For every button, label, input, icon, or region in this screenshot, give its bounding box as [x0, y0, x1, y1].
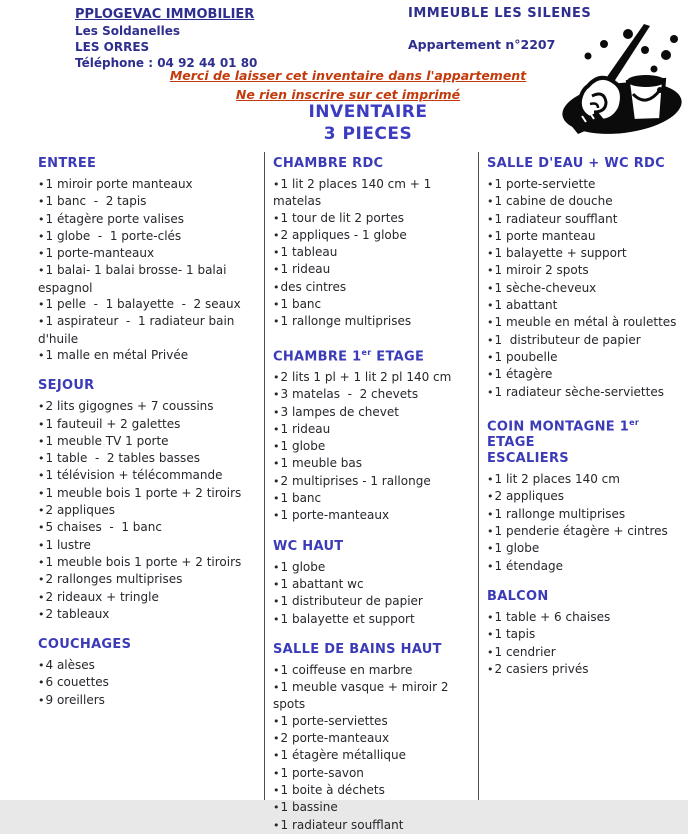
section-title [487, 156, 684, 172]
item-text: 1 distributeur de papier [494, 332, 641, 347]
item-text: 1 globe [494, 541, 540, 556]
item-text: 1 meuble bois 1 porte + 2 tiroirs [45, 485, 242, 500]
title-line-1: INVENTAIRE [308, 102, 428, 122]
inventory-item [273, 473, 474, 490]
inventory-item [38, 245, 258, 262]
bullet-icon: • [487, 645, 494, 659]
section-title-line2: ESCALIERS [487, 451, 569, 467]
item-text: 1 balayette + support [494, 246, 627, 261]
bullet-icon: • [273, 457, 280, 471]
section-chambre-rdc [273, 156, 474, 331]
item-text: 2 lits 1 pl + 1 lit 2 pl 140 cm [280, 370, 452, 384]
section-title-text: COIN MONTAGNE 1 [487, 419, 630, 435]
bullet-icon: • [487, 195, 494, 209]
inventory-item [487, 245, 684, 262]
item-text: 5 chaises - 1 banc [45, 520, 162, 535]
item-text: 1 porte-serviettes [280, 713, 388, 728]
notice-block [48, 66, 648, 104]
section-chambre-1er-etage [273, 345, 474, 525]
inventory-item [273, 559, 474, 576]
inventory-item [487, 661, 684, 678]
inventory-item [273, 593, 474, 610]
bullet-icon: • [273, 228, 280, 242]
section-title [273, 642, 474, 658]
bullet-icon: • [273, 263, 280, 277]
item-text: 1 lustre [45, 537, 91, 552]
bullet-icon: • [38, 521, 45, 535]
bullet-icon: • [487, 350, 494, 364]
item-text: 1 abattant [494, 298, 558, 313]
item-list [487, 471, 684, 575]
section-title-text: SEJOUR [38, 378, 95, 394]
bullet-icon: • [273, 371, 280, 384]
bullet-icon: • [273, 388, 280, 402]
item-text: 1 miroir porte manteaux [45, 177, 193, 191]
inventory-item [38, 347, 258, 364]
bullet-icon: • [273, 732, 280, 746]
bullet-icon: • [38, 659, 45, 673]
inventory-item [273, 662, 474, 679]
item-text: 1 cendrier [494, 644, 556, 659]
notice-line-1: Merci de laisser cet inventaire dans l'appartement [169, 68, 527, 83]
item-text: 1 banc [280, 491, 322, 506]
inventory-item [487, 297, 684, 314]
item-text: 1 meuble vasque + miroir 2 spots [273, 680, 453, 712]
inventory-item [273, 313, 474, 330]
section-title-superscript: er [629, 417, 640, 427]
inventory-item [273, 404, 474, 421]
item-text: 1 rallonge multiprises [280, 314, 412, 329]
bullet-icon: • [273, 612, 280, 626]
item-text: 2 casiers privés [494, 661, 589, 676]
section-title-text: ETAGE [371, 349, 425, 364]
bullet-icon: • [273, 280, 280, 294]
item-text: 1 meuble TV 1 porte [45, 433, 169, 448]
bullet-icon: • [487, 212, 494, 226]
section-coin-montagne-escaliers [487, 415, 684, 575]
item-text: 1 radiateur sèche-serviettes [494, 384, 664, 399]
inventory-item [273, 765, 474, 782]
item-text: 1 rallonge multiprises [494, 506, 626, 521]
bullet-icon: • [273, 560, 280, 574]
item-text: 1 table - 2 tables basses [45, 451, 200, 466]
bullet-icon: • [487, 542, 494, 556]
item-list [273, 176, 474, 331]
bullet-icon: • [38, 538, 45, 552]
inventory-item [487, 488, 684, 505]
section-title-text: CHAMBRE RDC [273, 156, 384, 171]
bullet-icon: • [273, 405, 280, 419]
bullet-icon: • [487, 316, 494, 330]
section-title [487, 415, 684, 467]
bullet-icon: • [487, 610, 494, 624]
bullet-icon: • [273, 492, 280, 506]
inventory-item [38, 176, 258, 193]
bullet-icon: • [487, 525, 494, 539]
item-text: 1 porte-manteaux [280, 508, 390, 523]
item-text: 1 télévision + télécommande [45, 468, 223, 483]
item-list [487, 176, 684, 401]
section-title-text: CHAMBRE 1 [273, 349, 362, 364]
inventory-item [273, 490, 474, 507]
bullet-icon: • [273, 211, 280, 225]
bullet-icon: • [487, 385, 494, 399]
item-text: 1 tapis [494, 627, 536, 642]
inventory-item [38, 485, 258, 502]
inventory-item [38, 193, 258, 210]
inventory-item [38, 467, 258, 484]
document-title [48, 101, 688, 145]
inventory-item [487, 523, 684, 540]
bullet-icon: • [273, 509, 280, 523]
bullet-icon: • [273, 766, 280, 780]
section-sejour [38, 378, 258, 623]
inventory-item [273, 438, 474, 455]
item-text: 1 tour de lit 2 portes [280, 210, 405, 225]
item-text: 1 porte-manteaux [45, 246, 155, 261]
bullet-icon: • [273, 422, 280, 436]
bullet-icon: • [273, 474, 280, 488]
inventory-item [273, 261, 474, 278]
bullet-icon: • [487, 628, 494, 642]
item-text: 1 globe [280, 439, 326, 454]
inventory-item [38, 537, 258, 554]
inventory-item [487, 280, 684, 297]
inventory-item [38, 692, 258, 709]
item-text: 1 radiateur soufflant [494, 211, 618, 226]
inventory-item [38, 674, 258, 691]
item-text: 2 lits gigognes + 7 coussins [45, 399, 214, 414]
item-text: 1 meuble bois 1 porte + 2 tiroirs [45, 554, 242, 569]
item-text: 1 porte-serviette [494, 177, 596, 191]
bullet-icon: • [487, 264, 494, 278]
section-couchages [38, 637, 258, 709]
item-text: 1 aspirateur - 1 radiateur bain d'huile [38, 314, 239, 346]
section-title-superscript: er [361, 347, 372, 357]
inventory-item [273, 176, 474, 210]
item-text: 1 balayette et support [280, 611, 415, 626]
inventory-item [273, 244, 474, 261]
section-title-text: WC HAUT [273, 538, 344, 554]
item-list [273, 662, 474, 834]
item-text: 1 distributeur de papier [280, 594, 423, 609]
inventory-item [487, 262, 684, 279]
item-text: 1 coiffeuse en marbre [280, 662, 413, 677]
section-title-text: BALCON [487, 588, 549, 604]
agency-block [75, 6, 257, 71]
item-text: 1 bassine [280, 800, 338, 815]
bullet-icon: • [273, 577, 280, 591]
inventory-item [38, 450, 258, 467]
item-text: 3 lampes de chevet [280, 404, 399, 419]
item-list [273, 559, 474, 628]
section-title-text: ENTREE [38, 156, 97, 171]
inventory-item [273, 421, 474, 438]
item-list [273, 369, 474, 525]
inventory-item [273, 611, 474, 628]
inventory-item [273, 369, 474, 386]
bullet-icon: • [487, 662, 494, 676]
column-middle [264, 152, 478, 832]
section-salle-eau-wc-rdc [487, 156, 684, 401]
inventory-item [487, 349, 684, 366]
item-text: 2 appliques [494, 489, 565, 504]
bullet-icon: • [38, 676, 45, 690]
bullet-icon: • [38, 178, 45, 191]
item-text: 1 banc - 2 tapis [45, 194, 147, 209]
inventory-item [273, 817, 474, 834]
bullet-icon: • [38, 607, 45, 621]
item-text: 2 appliques - 1 globe [280, 227, 407, 242]
inventory-item [273, 799, 474, 816]
bullet-icon: • [38, 195, 45, 209]
bullet-icon: • [38, 573, 45, 587]
item-text: 1 pelle - 1 balayette - 2 seaux [45, 297, 241, 312]
inventory-item [38, 228, 258, 245]
inventory-item [273, 747, 474, 764]
section-title [38, 156, 258, 172]
inventory-item [487, 332, 684, 349]
bullet-icon: • [487, 178, 494, 191]
item-text: 1 rideau [280, 262, 331, 277]
inventory-item [38, 589, 258, 606]
section-entree [38, 156, 258, 364]
item-text: 1 boite à déchets [280, 782, 385, 797]
item-text: 1 abattant wc [280, 576, 364, 591]
bullet-icon: • [487, 229, 494, 243]
section-title-text: COUCHAGES [38, 637, 132, 653]
item-text: 1 radiateur soufflant [280, 817, 404, 832]
inventory-item [487, 471, 684, 488]
item-text: 1 étendage [494, 558, 563, 573]
section-title-text: SALLE D'EAU + WC RDC [487, 156, 665, 171]
bullet-icon: • [273, 315, 280, 329]
section-wc-haut [273, 539, 474, 628]
bullet-icon: • [487, 368, 494, 382]
item-text: 1 porte-savon [280, 765, 364, 780]
inventory-item [273, 279, 474, 296]
item-text: 1 porte manteau [494, 228, 596, 243]
item-text: 2 appliques [45, 503, 116, 518]
bullet-icon: • [273, 681, 280, 695]
inventory-item [38, 416, 258, 433]
bullet-icon: • [487, 490, 494, 504]
section-title [273, 539, 474, 555]
inventory-item [273, 296, 474, 313]
inventory-item [273, 713, 474, 730]
item-list [38, 657, 258, 709]
section-title [38, 637, 258, 653]
item-text: 2 porte-manteaux [280, 731, 390, 746]
section-title [487, 589, 684, 605]
bullet-icon: • [38, 693, 45, 707]
section-title [273, 156, 474, 172]
bullet-icon: • [487, 559, 494, 573]
section-title [273, 345, 474, 365]
inventory-item [273, 455, 474, 472]
inventory-item [487, 211, 684, 228]
item-text: 1 sèche-cheveux [494, 280, 597, 295]
inventory-item [38, 433, 258, 450]
agency-city: LES ORRES [75, 40, 150, 54]
item-text: 1 rideau [280, 421, 331, 436]
inventory-item [38, 262, 258, 296]
inventory-item [38, 554, 258, 571]
bullet-icon: • [487, 247, 494, 261]
bullet-icon: • [273, 178, 280, 191]
inventory-item [487, 366, 684, 383]
item-text: 1 poubelle [494, 349, 558, 364]
inventory-item [487, 228, 684, 245]
bullet-icon: • [38, 452, 45, 466]
item-text: 1 globe - 1 porte-clés [45, 228, 182, 243]
inventory-item [487, 314, 684, 331]
item-text: 1 lit 2 places 140 cm [494, 472, 620, 487]
inventory-item [38, 296, 258, 313]
agency-name: PPLOGEVAC IMMOBILIER [75, 7, 255, 22]
title-line-2: 3 PIECES [323, 124, 413, 144]
inventory-item [487, 609, 684, 626]
item-text: des cintres [280, 279, 347, 294]
inventory-item [487, 384, 684, 401]
bullet-icon: • [38, 469, 45, 483]
bullet-icon: • [487, 281, 494, 295]
bullet-icon: • [38, 434, 45, 448]
inventory-item [487, 540, 684, 557]
bullet-icon: • [38, 264, 45, 278]
item-text: 1 étagère métallique [280, 748, 406, 763]
item-text: 6 couettes [45, 675, 109, 690]
inventory-item [273, 679, 474, 713]
bullet-icon: • [38, 315, 45, 329]
item-text: 1 table + 6 chaises [494, 609, 611, 624]
bullet-icon: • [38, 400, 45, 414]
bullet-icon: • [38, 590, 45, 604]
bullet-icon: • [273, 818, 280, 832]
inventory-item [273, 576, 474, 593]
item-text: 2 multiprises - 1 rallonge [280, 473, 431, 488]
inventory-item [273, 782, 474, 799]
bullet-icon: • [273, 595, 280, 609]
section-title-text: ETAGE [487, 435, 535, 451]
item-text: 4 alèses [45, 658, 95, 673]
bullet-icon: • [38, 247, 45, 261]
bullet-icon: • [38, 555, 45, 569]
bullet-icon: • [273, 663, 280, 677]
item-text: 1 malle en métal Privée [45, 347, 189, 362]
bullet-icon: • [273, 714, 280, 728]
bullet-icon: • [273, 246, 280, 260]
section-balcon [487, 589, 684, 678]
inventory-item [38, 606, 258, 623]
inventory-item [487, 506, 684, 523]
bullet-icon: • [273, 749, 280, 763]
bullet-icon: • [38, 417, 45, 431]
section-salle-de-bains-haut [273, 642, 474, 834]
bullet-icon: • [38, 229, 45, 243]
item-text: 1 globe [280, 559, 326, 574]
item-text: 1 meuble en métal à roulettes [494, 315, 677, 330]
section-title [38, 378, 258, 394]
inventory-item [38, 502, 258, 519]
bullet-icon: • [487, 473, 494, 487]
notice-line-2: Ne rien inscrire sur cet imprimé [235, 87, 461, 102]
bullet-icon: • [487, 507, 494, 521]
item-text: 1 meuble bas [280, 456, 362, 471]
item-text: 1 banc [280, 297, 322, 312]
bullet-icon: • [273, 440, 280, 454]
bullet-icon: • [487, 299, 494, 313]
bullet-icon: • [38, 504, 45, 518]
inventory-item [38, 519, 258, 536]
bullet-icon: • [273, 298, 280, 312]
item-text: 1 fauteuil + 2 galettes [45, 416, 181, 431]
item-text: 2 rallonges multiprises [45, 572, 183, 587]
item-text: 1 balai- 1 balai brosse- 1 balai espagnol [38, 263, 231, 295]
bullet-icon: • [38, 486, 45, 500]
item-text: 1 lit 2 places 140 cm + 1 matelas [273, 177, 436, 209]
inventory-item [273, 730, 474, 747]
agency-residence: Les Soldanelles [75, 24, 180, 38]
bullet-icon: • [38, 298, 45, 312]
inventory-item [273, 507, 474, 524]
inventory-item [487, 644, 684, 661]
inventory-item [38, 398, 258, 415]
item-list [487, 609, 684, 678]
inventory-item [273, 386, 474, 403]
inventory-item [273, 227, 474, 244]
building-name: IMMEUBLE LES SILENES [408, 6, 592, 21]
item-text: 9 oreillers [45, 692, 105, 707]
inventory-item [273, 210, 474, 227]
item-text: 3 matelas - 2 chevets [280, 387, 419, 402]
inventory-item [38, 571, 258, 588]
item-list [38, 176, 258, 364]
item-text: 2 tableaux [45, 606, 110, 621]
inventory-item [487, 558, 684, 575]
apartment-number: Appartement n°2207 [408, 37, 556, 52]
item-text: 1 miroir 2 spots [494, 263, 589, 278]
bullet-icon: • [487, 333, 494, 347]
inventory-columns [0, 152, 688, 832]
inventory-item [487, 176, 684, 193]
item-text: 1 étagère [494, 367, 553, 382]
inventory-item [38, 657, 258, 674]
inventory-item [38, 313, 258, 347]
bullet-icon: • [38, 348, 45, 362]
item-text: 1 penderie étagère + cintres [494, 524, 668, 539]
bullet-icon: • [273, 801, 280, 815]
item-list [38, 398, 258, 623]
item-text: 1 tableau [280, 245, 338, 260]
item-text: 1 étagère porte valises [45, 211, 185, 226]
item-text: 1 cabine de douche [494, 194, 613, 209]
section-title-text: SALLE DE BAINS HAUT [273, 641, 442, 657]
inventory-item [38, 211, 258, 228]
bullet-icon: • [273, 783, 280, 797]
agency-phone: Téléphone : 04 92 44 01 80 [75, 56, 258, 70]
column-right [478, 152, 688, 800]
column-left [0, 152, 264, 800]
item-text: 2 rideaux + tringle [45, 589, 159, 604]
bullet-icon: • [38, 212, 45, 226]
inventory-item [487, 193, 684, 210]
inventory-item [487, 626, 684, 643]
